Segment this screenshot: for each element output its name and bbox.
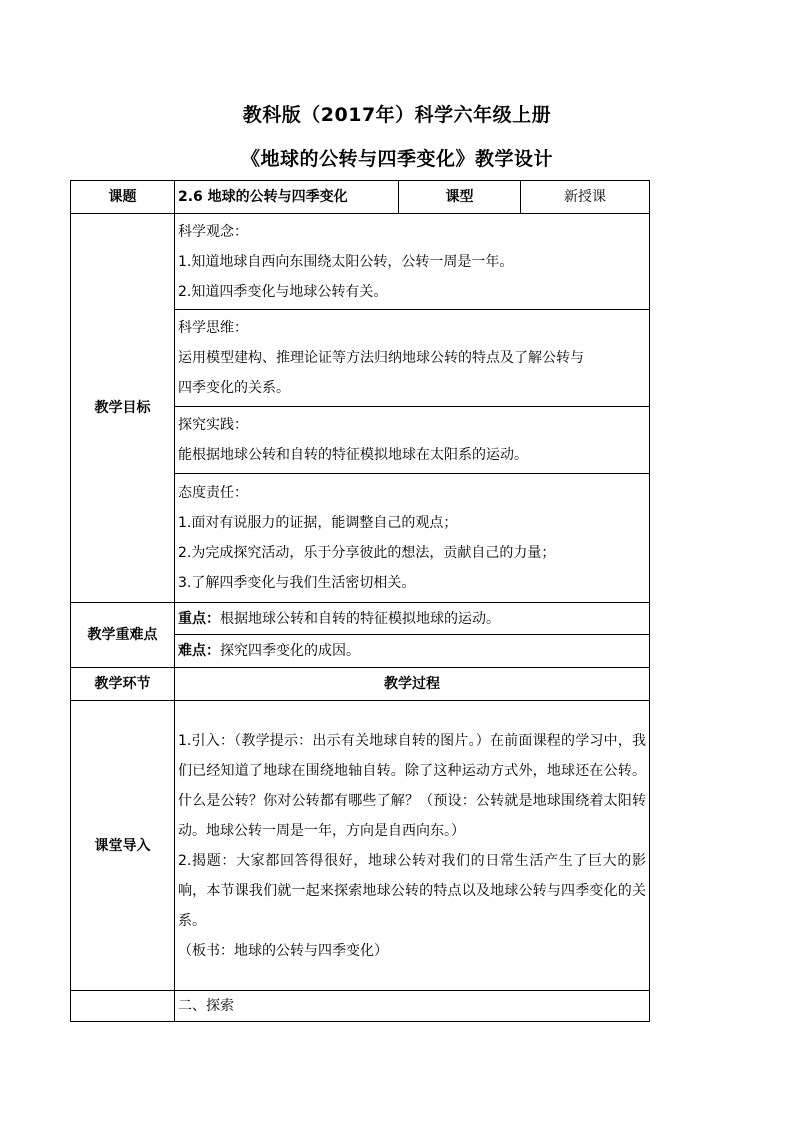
objective-thinking-heading: 科学思维： <box>178 320 248 336</box>
objective-thinking-item: 运用模型建构、推理论证等方法归纳地球公转的特点及了解公转与 <box>178 350 584 366</box>
difficult-point <box>175 635 650 668</box>
lesson-plan-table <box>70 180 650 1022</box>
objective-concept-item: 2.知道四季变化与地球公转有关。 <box>178 283 388 300</box>
objective-concept-item: 1.知道地球自西向东围绕太阳公转，公转一周是一年。 <box>178 253 514 270</box>
objective-thinking-item: 四季变化的关系。 <box>178 380 290 396</box>
intro-label: 课堂导入 <box>71 701 175 991</box>
difficult-point-prefix: 难点： <box>178 643 220 659</box>
objectives-label: 教学目标 <box>71 214 175 603</box>
explore-content: 二、探索 <box>175 991 650 1022</box>
lesson-type-label: 课型 <box>399 181 521 214</box>
intro-row <box>71 701 650 991</box>
intro-content <box>175 701 650 991</box>
document-title: 教科版（2017年）科学六年级上册 <box>242 104 552 126</box>
intro-paragraph: 1.引入：（教学提示：出示有关地球自转的图片。）在前面课程的学习中，我们已经知道了地球在围绕地轴自转。除了这种运动方式外，地球还在公转。什么是公转？你对公转都有哪些了解？（预设：公转就是地球围绕着太阳转动。地球公转一周是一年，方向是自西向东。） <box>178 732 646 839</box>
topic-row <box>71 181 650 214</box>
explore-label <box>71 991 175 1022</box>
difficult-point-text: 探究四季变化的成因。 <box>220 643 360 659</box>
objective-practice-heading: 探究实践： <box>178 417 248 433</box>
objective-attitude-item: 2.为完成探究活动，乐于分享彼此的想法，贡献自己的力量； <box>178 545 556 561</box>
objectives-concept-row <box>71 214 650 310</box>
objective-practice-item: 能根据地球公转和自转的特征模拟地球在太阳系的运动。 <box>178 447 528 463</box>
objective-attitude-item: 3.了解四季变化与我们生活密切相关。 <box>178 575 416 591</box>
objective-concept <box>175 214 650 310</box>
lesson-type-value: 新授课 <box>521 181 650 214</box>
key-point-row <box>71 603 650 635</box>
topic-label: 课题 <box>71 181 175 214</box>
teaching-process-header: 教学过程 <box>175 668 650 701</box>
topic-value: 2.6 地球的公转与四季变化 <box>175 181 399 214</box>
objective-practice <box>175 407 650 474</box>
intro-paragraph: 2.揭题：大家都回答得很好，地球公转对我们的日常生活产生了巨大的影响，本节课我们就一起来探索地球公转的特点以及地球公转与四季变化的关系。 <box>178 852 646 929</box>
teaching-stage-header: 教学环节 <box>71 668 175 701</box>
key-point <box>175 603 650 635</box>
objective-attitude <box>175 474 650 603</box>
explore-row <box>71 991 650 1022</box>
objective-thinking <box>175 310 650 407</box>
key-point-prefix: 重点： <box>178 610 220 627</box>
key-point-text: 根据地球公转和自转的特征模拟地球的运动。 <box>220 610 500 627</box>
objective-concept-heading: 科学观念： <box>178 223 248 240</box>
document-subtitle: 《地球的公转与四季变化》教学设计 <box>240 148 553 170</box>
objective-attitude-item: 1.面对有说服力的证据，能调整自己的观点； <box>178 515 458 531</box>
objective-attitude-heading: 态度责任： <box>178 485 248 501</box>
process-header-row <box>71 668 650 701</box>
intro-board-note: （板书：地球的公转与四季变化） <box>178 942 388 959</box>
key-points-label: 教学重难点 <box>71 603 175 668</box>
